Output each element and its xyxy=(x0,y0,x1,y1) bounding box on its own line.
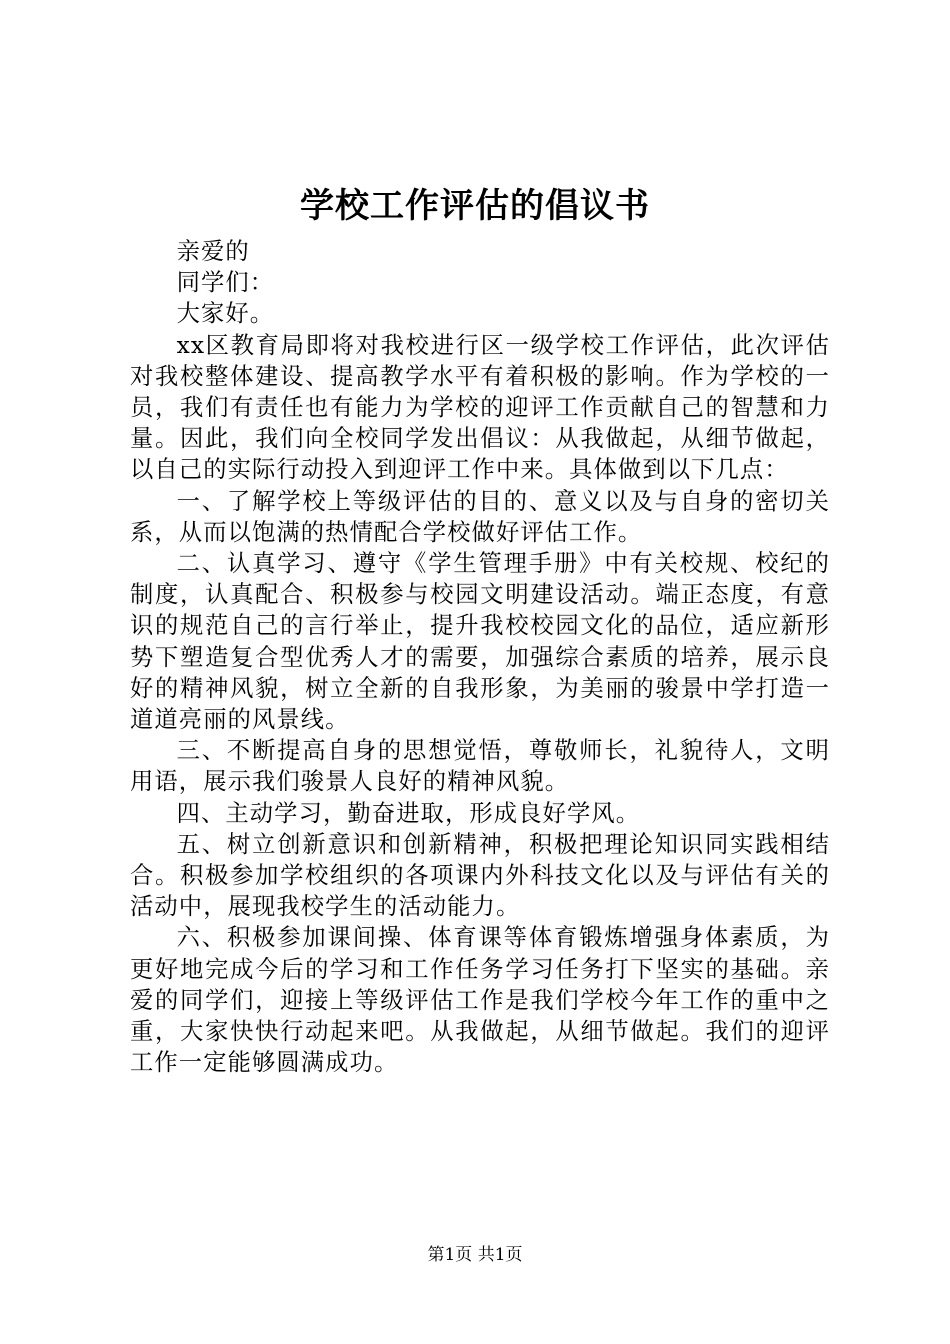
item-5-paragraph: 五、树立创新意识和创新精神，积极把理论知识同实践相结合。积极参加学校组织的各项课内外科技文化以及与评估有关的活动中，展现我校学生的活动能力。 xyxy=(130,830,830,921)
salutation-line-1: 亲爱的 xyxy=(176,238,250,265)
greeting: 大家好。 xyxy=(176,300,275,328)
item-6-paragraph: 六、积极参加课间操、体育课等体育锻炼增强身体素质，为更好地完成今后的学习和工作任务学习任务打下坚实的基础。亲爱的同学们，迎接上等级评估工作是我们学校今年工作的重中之重，大家快快行动起来吧。从我做起，从细节做起。我们的迎评工作一定能够圆满成功。 xyxy=(130,924,830,1077)
item-4-paragraph: 四、主动学习，勤奋进取，形成良好学风。 xyxy=(176,799,641,827)
item-2-paragraph: 二、认真学习、遵守《学生管理手册》中有关校规、校纪的制度，认真配合、积极参与校园文明建设活动。端正态度，有意识的规范自己的言行举止，提升我校校园文化的品位，适应新形势下塑造复合型优秀人才的需要，加强综合素质的培养，展示良好的精神风貌，树立全新的自我形象，为美丽的骏景中学打造一道道亮丽的风景线。 xyxy=(130,550,830,734)
intro-paragraph: xx区教育局即将对我校进行区一级学校工作评估，此次评估对我校整体建设、提高教学水平有着积极的影响。作为学校的一员，我们有责任也有能力为学校的迎评工作贡献自己的智慧和力量。因此，我们向全校同学发出倡议：从我做起，从细节做起，以自己的实际行动投入到迎评工作中来。具体做到以下几点： xyxy=(130,331,830,484)
page-number-footer: 第1页 共1页 xyxy=(427,1245,523,1265)
document-body xyxy=(130,236,830,1078)
item-3-paragraph: 三、不断提高自身的思想觉悟，尊敬师长，礼貌待人，文明用语，展示我们骏景人良好的精神风貌。 xyxy=(130,737,830,796)
salutation-line-2: 同学们： xyxy=(176,269,275,297)
document-title: 学校工作评估的倡议书 xyxy=(300,186,650,226)
item-1-paragraph: 一、了解学校上等级评估的目的、意义以及与自身的密切关系，从而以饱满的热情配合学校做好评估工作。 xyxy=(130,487,830,546)
